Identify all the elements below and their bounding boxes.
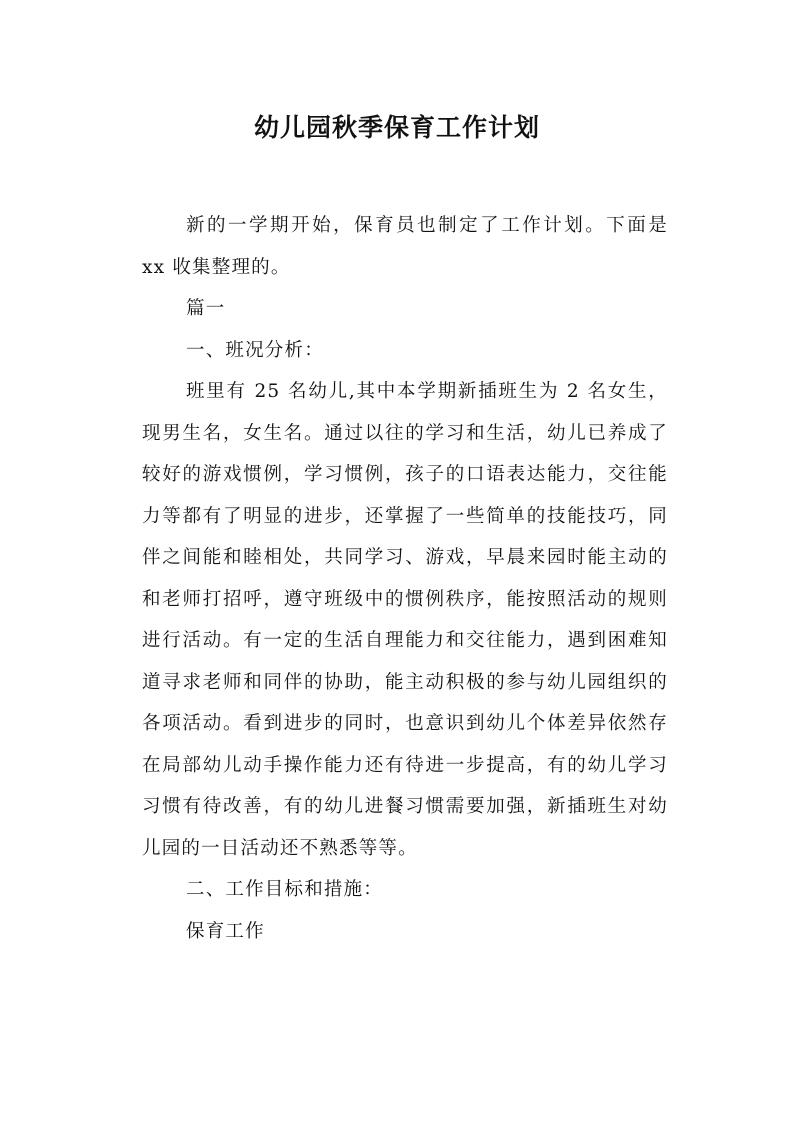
intro-paragraph: 新的一学期开始，保育员也制定了工作计划。下面是 xx 收集整理的。: [142, 215, 668, 278]
subheading-care-work: 保育工作: [186, 920, 265, 942]
section-label-pian-yi: 篇一: [186, 298, 226, 319]
heading-goals-measures: 二、工作目标和措施：: [186, 879, 384, 900]
document-body: [142, 205, 668, 952]
document-title: 幼儿园秋季保育工作计划: [253, 113, 540, 142]
heading-class-analysis: 一、班况分析：: [186, 339, 324, 361]
class-analysis-paragraph: 班里有 25 名幼儿,其中本学期新插班生为 2 名女生，现男生名，女生名。通过以往的学习和生活，幼儿已养成了较好的游戏惯例，学习惯例，孩子的口语表达能力，交往能力等都有了明显的进步，还掌握了一些简单的技能技巧，同伴之间能和睦相处，共同学习、游戏，早晨来园时能主动的和老师打招呼，遵守班级中的惯例秩序，能按照活动的规则进行活动。有一定的生活自理能力和交往能力，遇到困难知道寻求老师和同伴的协助，能主动积极的参与幼儿园组织的各项活动。看到进步的同时，也意识到幼儿个体差异依然存在局部幼儿动手操作能力还有待进一步提高，有的幼儿学习习惯有待改善，有的幼儿进餐习惯需要加强，新插班生对幼儿园的一日活动还不熟悉等等。: [142, 381, 668, 859]
